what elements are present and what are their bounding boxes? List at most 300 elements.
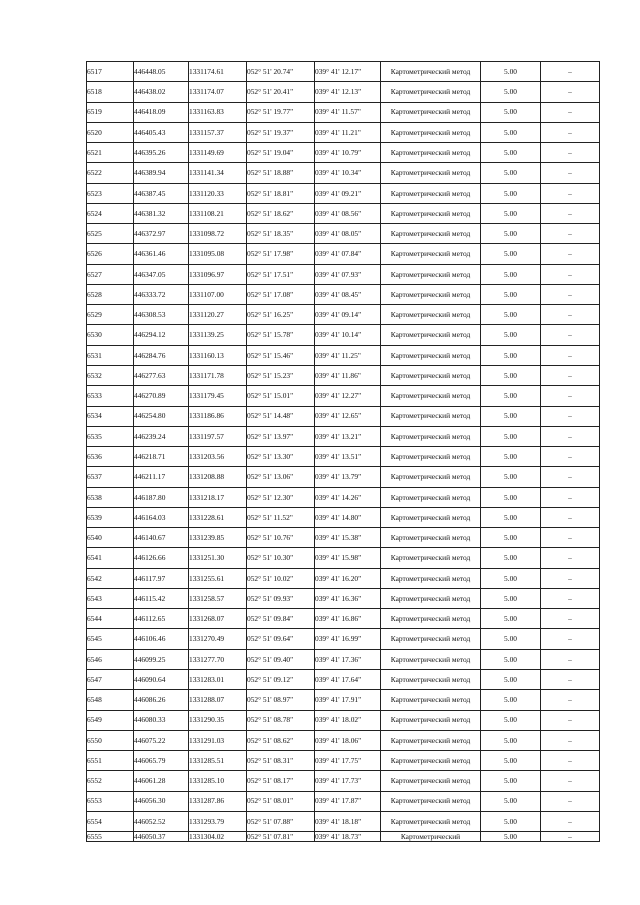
accuracy-cell: 5.00 xyxy=(481,224,541,244)
method-cell: Картометрический метод xyxy=(381,284,481,304)
latitude-cell: 052° 51' 08.31" xyxy=(247,751,315,771)
accuracy-cell: 5.00 xyxy=(481,609,541,629)
method-cell: Картометрический метод xyxy=(381,588,481,608)
note-cell: – xyxy=(541,203,600,223)
y-coordinate-cell: 1331255.61 xyxy=(189,568,247,588)
table-row xyxy=(87,264,600,284)
longitude-cell: 039° 41' 15.38" xyxy=(315,528,381,548)
note-cell: – xyxy=(541,406,600,426)
latitude-cell: 052° 51' 07.81" xyxy=(247,832,315,842)
longitude-cell: 039° 41' 17.64" xyxy=(315,669,381,689)
note-cell: – xyxy=(541,447,600,467)
accuracy-cell: 5.00 xyxy=(481,325,541,345)
method-cell: Картометрический метод xyxy=(381,791,481,811)
y-coordinate-cell: 1331141.34 xyxy=(189,163,247,183)
accuracy-cell: 5.00 xyxy=(481,163,541,183)
y-coordinate-cell: 1331239.85 xyxy=(189,528,247,548)
y-coordinate-cell: 1331258.57 xyxy=(189,588,247,608)
table-row xyxy=(87,629,600,649)
note-cell: – xyxy=(541,609,600,629)
note-cell: – xyxy=(541,507,600,527)
x-coordinate-cell: 446270.89 xyxy=(134,386,189,406)
table-row xyxy=(87,386,600,406)
point-number-cell: 6534 xyxy=(87,406,134,426)
point-number-cell: 6543 xyxy=(87,588,134,608)
table-row xyxy=(87,143,600,163)
point-number-cell: 6555 xyxy=(87,832,134,842)
note-cell: – xyxy=(541,345,600,365)
accuracy-cell: 5.00 xyxy=(481,62,541,82)
table-row xyxy=(87,183,600,203)
table-row xyxy=(87,102,600,122)
method-cell: Картометрический метод xyxy=(381,467,481,487)
note-cell: – xyxy=(541,528,600,548)
latitude-cell: 052° 51' 18.88" xyxy=(247,163,315,183)
note-cell: – xyxy=(541,649,600,669)
latitude-cell: 052° 51' 13.06" xyxy=(247,467,315,487)
table-row xyxy=(87,832,600,842)
longitude-cell: 039° 41' 18.73" xyxy=(315,832,381,842)
table-row xyxy=(87,649,600,669)
point-number-cell: 6520 xyxy=(87,122,134,142)
note-cell: – xyxy=(541,224,600,244)
point-number-cell: 6535 xyxy=(87,426,134,446)
table-row xyxy=(87,467,600,487)
method-cell: Картометрический метод xyxy=(381,710,481,730)
point-number-cell: 6551 xyxy=(87,751,134,771)
point-number-cell: 6526 xyxy=(87,244,134,264)
longitude-cell: 039° 41' 18.02" xyxy=(315,710,381,730)
latitude-cell: 052° 51' 07.88" xyxy=(247,811,315,831)
x-coordinate-cell: 446211.17 xyxy=(134,467,189,487)
longitude-cell: 039° 41' 10.34" xyxy=(315,163,381,183)
point-number-cell: 6533 xyxy=(87,386,134,406)
point-number-cell: 6523 xyxy=(87,183,134,203)
y-coordinate-cell: 1331098.72 xyxy=(189,224,247,244)
latitude-cell: 052° 51' 11.52" xyxy=(247,507,315,527)
note-cell: – xyxy=(541,62,600,82)
longitude-cell: 039° 41' 17.75" xyxy=(315,751,381,771)
longitude-cell: 039° 41' 11.86" xyxy=(315,365,381,385)
latitude-cell: 052° 51' 17.08" xyxy=(247,284,315,304)
point-number-cell: 6527 xyxy=(87,264,134,284)
note-cell: – xyxy=(541,386,600,406)
x-coordinate-cell: 446347.05 xyxy=(134,264,189,284)
x-coordinate-cell: 446065.79 xyxy=(134,751,189,771)
y-coordinate-cell: 1331285.51 xyxy=(189,751,247,771)
table-row xyxy=(87,82,600,102)
table-row xyxy=(87,507,600,527)
x-coordinate-cell: 446218.71 xyxy=(134,447,189,467)
latitude-cell: 052° 51' 15.78" xyxy=(247,325,315,345)
accuracy-cell: 5.00 xyxy=(481,588,541,608)
point-number-cell: 6519 xyxy=(87,102,134,122)
point-number-cell: 6522 xyxy=(87,163,134,183)
method-cell: Картометрический метод xyxy=(381,548,481,568)
accuracy-cell: 5.00 xyxy=(481,751,541,771)
table-row xyxy=(87,791,600,811)
longitude-cell: 039° 41' 07.93" xyxy=(315,264,381,284)
note-cell: – xyxy=(541,548,600,568)
table-row xyxy=(87,811,600,831)
x-coordinate-cell: 446294.12 xyxy=(134,325,189,345)
longitude-cell: 039° 41' 11.21" xyxy=(315,122,381,142)
latitude-cell: 052° 51' 08.62" xyxy=(247,730,315,750)
y-coordinate-cell: 1331287.86 xyxy=(189,791,247,811)
note-cell: – xyxy=(541,102,600,122)
latitude-cell: 052° 51' 08.01" xyxy=(247,791,315,811)
accuracy-cell: 5.00 xyxy=(481,649,541,669)
point-number-cell: 6549 xyxy=(87,710,134,730)
table-row xyxy=(87,163,600,183)
x-coordinate-cell: 446090.64 xyxy=(134,669,189,689)
longitude-cell: 039° 41' 09.21" xyxy=(315,183,381,203)
x-coordinate-cell: 446405.43 xyxy=(134,122,189,142)
point-number-cell: 6546 xyxy=(87,649,134,669)
x-coordinate-cell: 446187.80 xyxy=(134,487,189,507)
table-row xyxy=(87,447,600,467)
method-cell: Картометрический метод xyxy=(381,528,481,548)
latitude-cell: 052° 51' 19.37" xyxy=(247,122,315,142)
note-cell: – xyxy=(541,690,600,710)
note-cell: – xyxy=(541,710,600,730)
table-row xyxy=(87,609,600,629)
accuracy-cell: 5.00 xyxy=(481,710,541,730)
x-coordinate-cell: 446112.65 xyxy=(134,609,189,629)
x-coordinate-cell: 446099.25 xyxy=(134,649,189,669)
y-coordinate-cell: 1331288.07 xyxy=(189,690,247,710)
note-cell: – xyxy=(541,163,600,183)
latitude-cell: 052° 51' 13.97" xyxy=(247,426,315,446)
y-coordinate-cell: 1331291.03 xyxy=(189,730,247,750)
latitude-cell: 052° 51' 08.97" xyxy=(247,690,315,710)
y-coordinate-cell: 1331228.61 xyxy=(189,507,247,527)
method-cell: Картометрический метод xyxy=(381,609,481,629)
table-row xyxy=(87,710,600,730)
x-coordinate-cell: 446106.46 xyxy=(134,629,189,649)
note-cell: – xyxy=(541,832,600,842)
latitude-cell: 052° 51' 09.12" xyxy=(247,669,315,689)
latitude-cell: 052° 51' 10.02" xyxy=(247,568,315,588)
longitude-cell: 039° 41' 09.14" xyxy=(315,305,381,325)
accuracy-cell: 5.00 xyxy=(481,467,541,487)
method-cell: Картометрический метод xyxy=(381,406,481,426)
point-number-cell: 6553 xyxy=(87,791,134,811)
note-cell: – xyxy=(541,487,600,507)
accuracy-cell: 5.00 xyxy=(481,386,541,406)
note-cell: – xyxy=(541,791,600,811)
latitude-cell: 052° 51' 20.74" xyxy=(247,62,315,82)
point-number-cell: 6536 xyxy=(87,447,134,467)
x-coordinate-cell: 446284.76 xyxy=(134,345,189,365)
table-row xyxy=(87,203,600,223)
method-cell: Картометрический метод xyxy=(381,102,481,122)
latitude-cell: 052° 51' 10.76" xyxy=(247,528,315,548)
accuracy-cell: 5.00 xyxy=(481,528,541,548)
accuracy-cell: 5.00 xyxy=(481,284,541,304)
point-number-cell: 6518 xyxy=(87,82,134,102)
accuracy-cell: 5.00 xyxy=(481,122,541,142)
note-cell: – xyxy=(541,811,600,831)
method-cell: Картометрический метод xyxy=(381,264,481,284)
table-row xyxy=(87,325,600,345)
x-coordinate-cell: 446395.26 xyxy=(134,143,189,163)
y-coordinate-cell: 1331277.70 xyxy=(189,649,247,669)
accuracy-cell: 5.00 xyxy=(481,629,541,649)
y-coordinate-cell: 1331096.97 xyxy=(189,264,247,284)
method-cell: Картометрический метод xyxy=(381,82,481,102)
x-coordinate-cell: 446075.22 xyxy=(134,730,189,750)
x-coordinate-cell: 446239.24 xyxy=(134,426,189,446)
y-coordinate-cell: 1331218.17 xyxy=(189,487,247,507)
y-coordinate-cell: 1331108.21 xyxy=(189,203,247,223)
longitude-cell: 039° 41' 13.79" xyxy=(315,467,381,487)
y-coordinate-cell: 1331120.33 xyxy=(189,183,247,203)
latitude-cell: 052° 51' 15.46" xyxy=(247,345,315,365)
table-row xyxy=(87,771,600,791)
table-row xyxy=(87,487,600,507)
accuracy-cell: 5.00 xyxy=(481,203,541,223)
note-cell: – xyxy=(541,82,600,102)
longitude-cell: 039° 41' 17.73" xyxy=(315,771,381,791)
table-row xyxy=(87,751,600,771)
method-cell: Картометрический xyxy=(381,832,481,842)
y-coordinate-cell: 1331268.07 xyxy=(189,609,247,629)
note-cell: – xyxy=(541,568,600,588)
point-number-cell: 6530 xyxy=(87,325,134,345)
longitude-cell: 039° 41' 17.36" xyxy=(315,649,381,669)
point-number-cell: 6517 xyxy=(87,62,134,82)
x-coordinate-cell: 446254.80 xyxy=(134,406,189,426)
longitude-cell: 039° 41' 13.51" xyxy=(315,447,381,467)
point-number-cell: 6524 xyxy=(87,203,134,223)
y-coordinate-cell: 1331171.78 xyxy=(189,365,247,385)
method-cell: Картометрический метод xyxy=(381,487,481,507)
table-row xyxy=(87,284,600,304)
point-number-cell: 6537 xyxy=(87,467,134,487)
x-coordinate-cell: 446438.02 xyxy=(134,82,189,102)
y-coordinate-cell: 1331139.25 xyxy=(189,325,247,345)
x-coordinate-cell: 446117.97 xyxy=(134,568,189,588)
accuracy-cell: 5.00 xyxy=(481,548,541,568)
latitude-cell: 052° 51' 14.48" xyxy=(247,406,315,426)
longitude-cell: 039° 41' 15.98" xyxy=(315,548,381,568)
method-cell: Картометрический метод xyxy=(381,345,481,365)
method-cell: Картометрический метод xyxy=(381,122,481,142)
method-cell: Картометрический метод xyxy=(381,730,481,750)
latitude-cell: 052° 51' 19.77" xyxy=(247,102,315,122)
longitude-cell: 039° 41' 11.25" xyxy=(315,345,381,365)
y-coordinate-cell: 1331160.13 xyxy=(189,345,247,365)
x-coordinate-cell: 446308.53 xyxy=(134,305,189,325)
x-coordinate-cell: 446387.45 xyxy=(134,183,189,203)
table-row xyxy=(87,548,600,568)
note-cell: – xyxy=(541,122,600,142)
point-number-cell: 6547 xyxy=(87,669,134,689)
note-cell: – xyxy=(541,730,600,750)
longitude-cell: 039° 41' 12.17" xyxy=(315,62,381,82)
table-row xyxy=(87,224,600,244)
accuracy-cell: 5.00 xyxy=(481,345,541,365)
latitude-cell: 052° 51' 09.40" xyxy=(247,649,315,669)
y-coordinate-cell: 1331149.69 xyxy=(189,143,247,163)
accuracy-cell: 5.00 xyxy=(481,365,541,385)
table-row xyxy=(87,365,600,385)
note-cell: – xyxy=(541,305,600,325)
table-row xyxy=(87,122,600,142)
y-coordinate-cell: 1331290.35 xyxy=(189,710,247,730)
method-cell: Картометрический метод xyxy=(381,447,481,467)
x-coordinate-cell: 446050.37 xyxy=(134,832,189,842)
point-number-cell: 6528 xyxy=(87,284,134,304)
y-coordinate-cell: 1331293.79 xyxy=(189,811,247,831)
accuracy-cell: 5.00 xyxy=(481,791,541,811)
method-cell: Картометрический метод xyxy=(381,751,481,771)
table-row xyxy=(87,568,600,588)
y-coordinate-cell: 1331208.88 xyxy=(189,467,247,487)
method-cell: Картометрический метод xyxy=(381,669,481,689)
accuracy-cell: 5.00 xyxy=(481,690,541,710)
x-coordinate-cell: 446086.26 xyxy=(134,690,189,710)
y-coordinate-cell: 1331203.56 xyxy=(189,447,247,467)
latitude-cell: 052° 51' 10.30" xyxy=(247,548,315,568)
note-cell: – xyxy=(541,426,600,446)
note-cell: – xyxy=(541,183,600,203)
note-cell: – xyxy=(541,365,600,385)
accuracy-cell: 5.00 xyxy=(481,669,541,689)
y-coordinate-cell: 1331186.86 xyxy=(189,406,247,426)
y-coordinate-cell: 1331285.10 xyxy=(189,771,247,791)
point-number-cell: 6552 xyxy=(87,771,134,791)
method-cell: Картометрический метод xyxy=(381,629,481,649)
accuracy-cell: 5.00 xyxy=(481,771,541,791)
note-cell: – xyxy=(541,284,600,304)
accuracy-cell: 5.00 xyxy=(481,568,541,588)
method-cell: Картометрический метод xyxy=(381,62,481,82)
longitude-cell: 039° 41' 08.05" xyxy=(315,224,381,244)
latitude-cell: 052° 51' 08.17" xyxy=(247,771,315,791)
longitude-cell: 039° 41' 08.45" xyxy=(315,284,381,304)
latitude-cell: 052° 51' 09.93" xyxy=(247,588,315,608)
note-cell: – xyxy=(541,669,600,689)
latitude-cell: 052° 51' 08.78" xyxy=(247,710,315,730)
method-cell: Картометрический метод xyxy=(381,325,481,345)
latitude-cell: 052° 51' 18.81" xyxy=(247,183,315,203)
latitude-cell: 052° 51' 15.01" xyxy=(247,386,315,406)
method-cell: Картометрический метод xyxy=(381,365,481,385)
accuracy-cell: 5.00 xyxy=(481,487,541,507)
method-cell: Картометрический метод xyxy=(381,811,481,831)
y-coordinate-cell: 1331163.83 xyxy=(189,102,247,122)
accuracy-cell: 5.00 xyxy=(481,102,541,122)
accuracy-cell: 5.00 xyxy=(481,82,541,102)
method-cell: Картометрический метод xyxy=(381,426,481,446)
table-row xyxy=(87,426,600,446)
note-cell: – xyxy=(541,588,600,608)
y-coordinate-cell: 1331107.00 xyxy=(189,284,247,304)
y-coordinate-cell: 1331197.57 xyxy=(189,426,247,446)
accuracy-cell: 5.00 xyxy=(481,183,541,203)
note-cell: – xyxy=(541,467,600,487)
method-cell: Картометрический метод xyxy=(381,386,481,406)
y-coordinate-cell: 1331174.07 xyxy=(189,82,247,102)
note-cell: – xyxy=(541,325,600,345)
x-coordinate-cell: 446052.52 xyxy=(134,811,189,831)
latitude-cell: 052° 51' 18.35" xyxy=(247,224,315,244)
point-number-cell: 6540 xyxy=(87,528,134,548)
accuracy-cell: 5.00 xyxy=(481,507,541,527)
longitude-cell: 039° 41' 12.65" xyxy=(315,406,381,426)
longitude-cell: 039° 41' 16.20" xyxy=(315,568,381,588)
accuracy-cell: 5.00 xyxy=(481,143,541,163)
accuracy-cell: 5.00 xyxy=(481,264,541,284)
table-row xyxy=(87,305,600,325)
y-coordinate-cell: 1331270.49 xyxy=(189,629,247,649)
longitude-cell: 039° 41' 16.86" xyxy=(315,609,381,629)
method-cell: Картометрический метод xyxy=(381,163,481,183)
x-coordinate-cell: 446448.05 xyxy=(134,62,189,82)
accuracy-cell: 5.00 xyxy=(481,447,541,467)
method-cell: Картометрический метод xyxy=(381,507,481,527)
accuracy-cell: 5.00 xyxy=(481,832,541,842)
note-cell: – xyxy=(541,629,600,649)
point-number-cell: 6554 xyxy=(87,811,134,831)
table-row xyxy=(87,730,600,750)
note-cell: – xyxy=(541,751,600,771)
point-number-cell: 6525 xyxy=(87,224,134,244)
point-number-cell: 6538 xyxy=(87,487,134,507)
table-row xyxy=(87,406,600,426)
accuracy-cell: 5.00 xyxy=(481,811,541,831)
longitude-cell: 039° 41' 18.18" xyxy=(315,811,381,831)
longitude-cell: 039° 41' 17.87" xyxy=(315,791,381,811)
method-cell: Картометрический метод xyxy=(381,771,481,791)
x-coordinate-cell: 446381.32 xyxy=(134,203,189,223)
latitude-cell: 052° 51' 09.64" xyxy=(247,629,315,649)
longitude-cell: 039° 41' 12.27" xyxy=(315,386,381,406)
table-row xyxy=(87,244,600,264)
latitude-cell: 052° 51' 18.62" xyxy=(247,203,315,223)
latitude-cell: 052° 51' 12.30" xyxy=(247,487,315,507)
y-coordinate-cell: 1331174.61 xyxy=(189,62,247,82)
method-cell: Картометрический метод xyxy=(381,203,481,223)
x-coordinate-cell: 446372.97 xyxy=(134,224,189,244)
longitude-cell: 039° 41' 11.57" xyxy=(315,102,381,122)
longitude-cell: 039° 41' 12.13" xyxy=(315,82,381,102)
longitude-cell: 039° 41' 18.06" xyxy=(315,730,381,750)
latitude-cell: 052° 51' 13.30" xyxy=(247,447,315,467)
accuracy-cell: 5.00 xyxy=(481,244,541,264)
longitude-cell: 039° 41' 14.80" xyxy=(315,507,381,527)
table-row xyxy=(87,690,600,710)
point-number-cell: 6532 xyxy=(87,365,134,385)
method-cell: Картометрический метод xyxy=(381,143,481,163)
y-coordinate-cell: 1331283.01 xyxy=(189,669,247,689)
latitude-cell: 052° 51' 20.41" xyxy=(247,82,315,102)
x-coordinate-cell: 446333.72 xyxy=(134,284,189,304)
table-row xyxy=(87,669,600,689)
y-coordinate-cell: 1331120.27 xyxy=(189,305,247,325)
table-row xyxy=(87,588,600,608)
y-coordinate-cell: 1331179.45 xyxy=(189,386,247,406)
x-coordinate-cell: 446080.33 xyxy=(134,710,189,730)
point-number-cell: 6548 xyxy=(87,690,134,710)
x-coordinate-cell: 446164.03 xyxy=(134,507,189,527)
longitude-cell: 039° 41' 16.99" xyxy=(315,629,381,649)
point-number-cell: 6542 xyxy=(87,568,134,588)
accuracy-cell: 5.00 xyxy=(481,406,541,426)
point-number-cell: 6545 xyxy=(87,629,134,649)
